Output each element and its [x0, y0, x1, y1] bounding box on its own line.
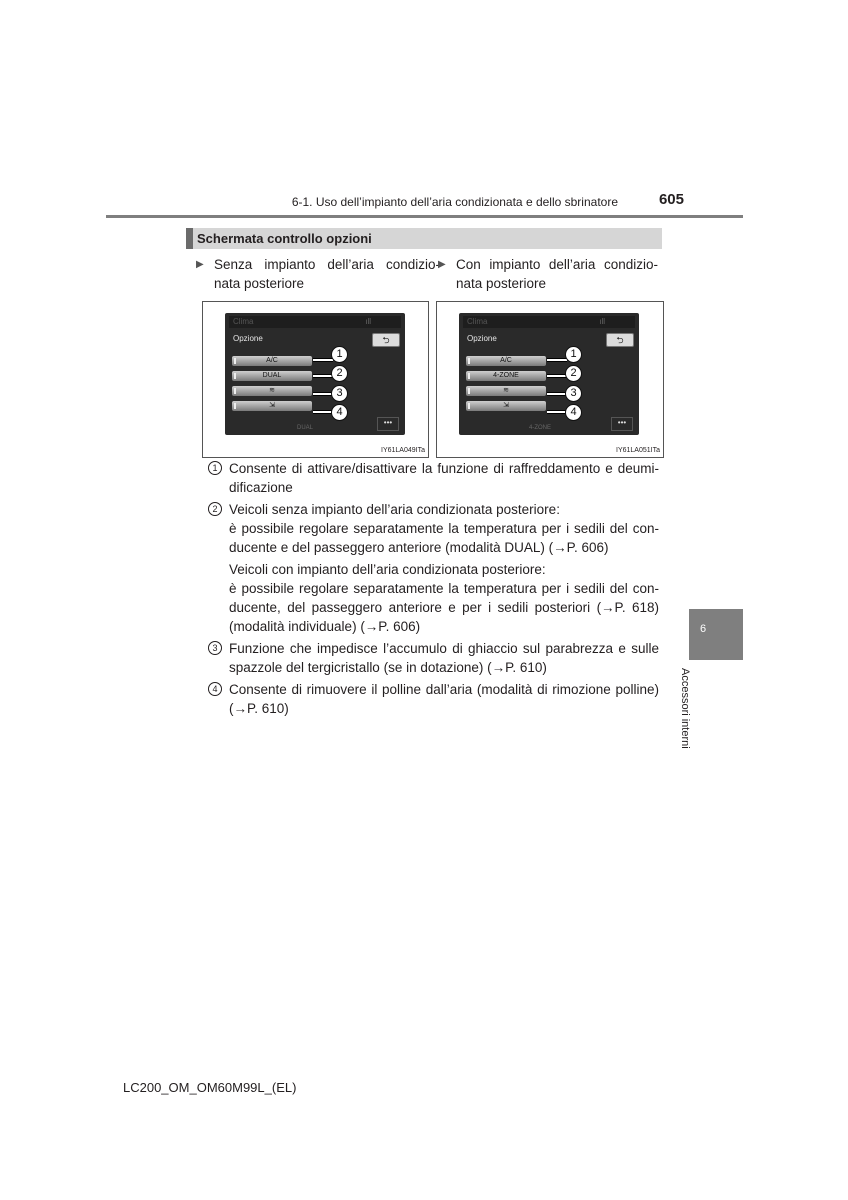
pollen-removal-button[interactable]: [232, 401, 312, 411]
section-heading: [186, 228, 662, 249]
more-button[interactable]: •••: [611, 417, 633, 431]
bullet-with-rear-ac: [438, 255, 658, 293]
chapter-tab: [689, 609, 743, 660]
item-line: Funzione che impedisce l’accumulo di ghiaccio sul parabrezza e sulle: [229, 641, 659, 656]
item-number: 2: [208, 502, 222, 516]
item-2-text: [229, 500, 659, 557]
figure-code: IY61LA049ITa: [381, 447, 425, 454]
wiper-deicer-button[interactable]: [232, 386, 312, 396]
bullet-arrow-icon: ▶: [196, 259, 204, 270]
section-heading-bar: [186, 228, 193, 249]
screen-bottom-status: DUAL: [297, 425, 314, 431]
item-1-text: [229, 459, 659, 497]
button-label: A/C: [500, 357, 512, 364]
chapter-label: Accessori interni: [679, 668, 691, 749]
signal-icon: ıll: [365, 317, 371, 326]
dual-button[interactable]: [232, 371, 312, 381]
item-line: è possibile regolare separatamente la temperatura per i sedili del con-: [229, 521, 659, 536]
screen-header-text: Clima: [233, 317, 254, 326]
indicator-light: [234, 403, 236, 409]
pollen-removal-icon: ⇲: [503, 402, 509, 409]
callout-leader: [313, 410, 333, 414]
item-line: spazzole del tergicristallo (se in dotazione) (→P. 610): [229, 660, 547, 675]
footer-code: LC200_OM_OM60M99L_(EL): [123, 1080, 297, 1095]
ac-button[interactable]: [466, 356, 546, 366]
item-line: è possibile regolare separatamente la temperatura per i sedili del con-: [229, 581, 659, 596]
indicator-light: [234, 373, 236, 379]
ac-button[interactable]: [232, 356, 312, 366]
bullet-line: Con impianto dell’aria condizio-: [456, 257, 658, 272]
item-line: dificazione: [229, 480, 293, 495]
bullet-line: Senza impianto dell’aria condizio-: [214, 257, 440, 272]
callout-leader: [547, 374, 567, 378]
wiper-deicer-icon: ≋: [503, 387, 509, 394]
callout-leader: [547, 358, 567, 362]
item-3-text: [229, 639, 659, 677]
figure-right: [436, 301, 664, 458]
callout-leader: [313, 358, 333, 362]
item-line: Consente di attivare/disattivare la funzione di raffreddamento e deumi-: [229, 461, 659, 476]
back-button[interactable]: ⮌: [372, 333, 400, 347]
bullet-without-rear-ac: [196, 255, 440, 293]
chapter-number: 6: [699, 623, 707, 635]
callout-leader: [313, 392, 333, 396]
figure-code: IY61LA051ITa: [616, 447, 660, 454]
wiper-deicer-button[interactable]: [466, 386, 546, 396]
callout-4: 4: [331, 404, 348, 421]
screen-topbar: [229, 316, 401, 328]
item-line: Consente di rimuovere il polline dall’aria (modalità di rimozione polline): [229, 682, 659, 697]
callout-2: 2: [331, 365, 348, 382]
button-label: A/C: [266, 357, 278, 364]
callout-4: 4: [565, 404, 582, 421]
section-heading-text: Schermata controllo opzioni: [197, 231, 372, 246]
signal-icon: ıll: [599, 317, 605, 326]
indicator-light: [468, 403, 470, 409]
indicator-light: [468, 373, 470, 379]
callout-2: 2: [565, 365, 582, 382]
callout-3: 3: [565, 385, 582, 402]
item-number: 3: [208, 641, 222, 655]
wiper-deicer-icon: ≋: [269, 387, 275, 394]
header-rule: [106, 215, 743, 218]
item-line: (→P. 610): [229, 701, 289, 716]
callout-leader: [313, 374, 333, 378]
indicator-light: [468, 388, 470, 394]
callout-1: 1: [565, 346, 582, 363]
screen-header-text: Clima: [467, 317, 488, 326]
button-label: 4-ZONE: [493, 372, 519, 379]
four-zone-button[interactable]: [466, 371, 546, 381]
item-line: ducente e del passeggero anteriore (modalità DUAL) (→P. 606): [229, 540, 609, 555]
item-line: (modalità individuale) (→P. 606): [229, 619, 421, 634]
item-4-text: [229, 680, 659, 718]
item-number: 4: [208, 682, 222, 696]
screen-topbar: [463, 316, 635, 328]
indicator-light: [234, 358, 236, 364]
indicator-light: [234, 388, 236, 394]
item-line: Veicoli con impianto dell’aria condizionata posteriore:: [229, 562, 546, 577]
bullet-line: nata posteriore: [214, 276, 305, 291]
callout-1: 1: [331, 346, 348, 363]
button-label: DUAL: [262, 372, 282, 379]
item-line: Veicoli senza impianto dell’aria condizionata posteriore:: [229, 502, 560, 517]
callout-3: 3: [331, 385, 348, 402]
item-line: ducente, del passeggero anteriore e per i sedili posteriori (→P. 618): [229, 600, 659, 615]
running-header: 6-1. Uso dell’impianto dell’aria condizionata e dello sbrinatore: [291, 195, 618, 209]
screen-title: Opzione: [467, 334, 497, 343]
bullet-arrow-icon: ▶: [438, 259, 446, 270]
screen-bottom-status: 4-ZONE: [529, 425, 552, 431]
pollen-removal-button[interactable]: [466, 401, 546, 411]
pollen-removal-icon: ⇲: [269, 402, 275, 409]
back-button[interactable]: ⮌: [606, 333, 634, 347]
more-button[interactable]: •••: [377, 417, 399, 431]
callout-leader: [547, 410, 567, 414]
item-2-text-b: [229, 560, 659, 636]
indicator-light: [468, 358, 470, 364]
callout-leader: [547, 392, 567, 396]
bullet-line: nata posteriore: [456, 276, 547, 291]
screen-title: Opzione: [233, 334, 263, 343]
page-number: 605: [658, 191, 684, 208]
item-number: 1: [208, 461, 222, 475]
figure-left: [202, 301, 429, 458]
